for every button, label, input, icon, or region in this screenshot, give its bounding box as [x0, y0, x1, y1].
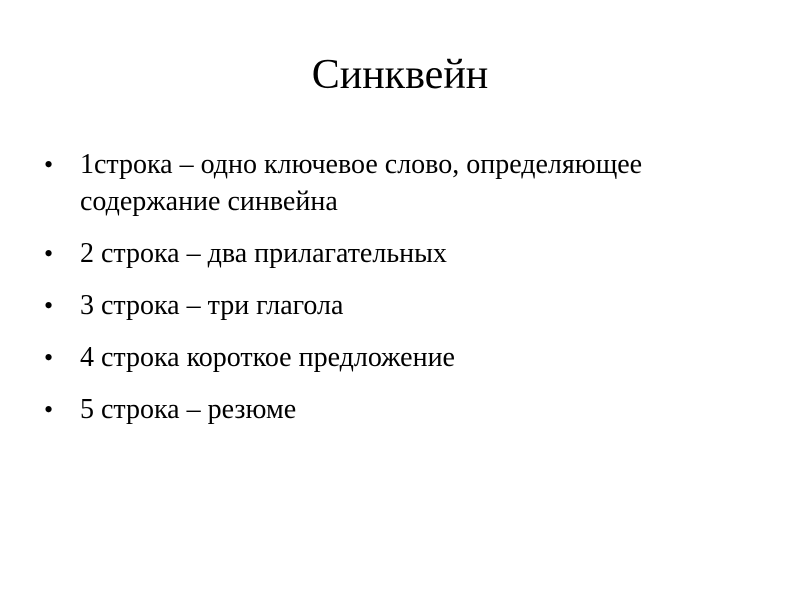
- list-item-text: 4 строка короткое предложение: [80, 342, 455, 373]
- slide-title: Синквейн: [311, 52, 489, 98]
- bullet-icon: •: [44, 239, 54, 268]
- list-item-text: 2 строка – два прилагательных: [80, 238, 447, 269]
- bullet-icon: •: [44, 395, 54, 424]
- list-item: [44, 391, 744, 428]
- list-item-text: 3 строка – три глагола: [80, 290, 344, 321]
- bullet-icon: •: [44, 291, 54, 320]
- list-item: [44, 146, 744, 220]
- list-item-text: 1строка – одно ключевое слово, определяющее содержание синвейна: [80, 149, 643, 217]
- list-item: [44, 235, 744, 272]
- bullet-icon: •: [44, 343, 54, 372]
- bullet-list: [44, 146, 744, 443]
- list-item: [44, 339, 744, 376]
- bullet-icon: •: [44, 150, 54, 179]
- list-item-text: 5 строка – резюме: [80, 394, 297, 425]
- list-item: [44, 287, 744, 324]
